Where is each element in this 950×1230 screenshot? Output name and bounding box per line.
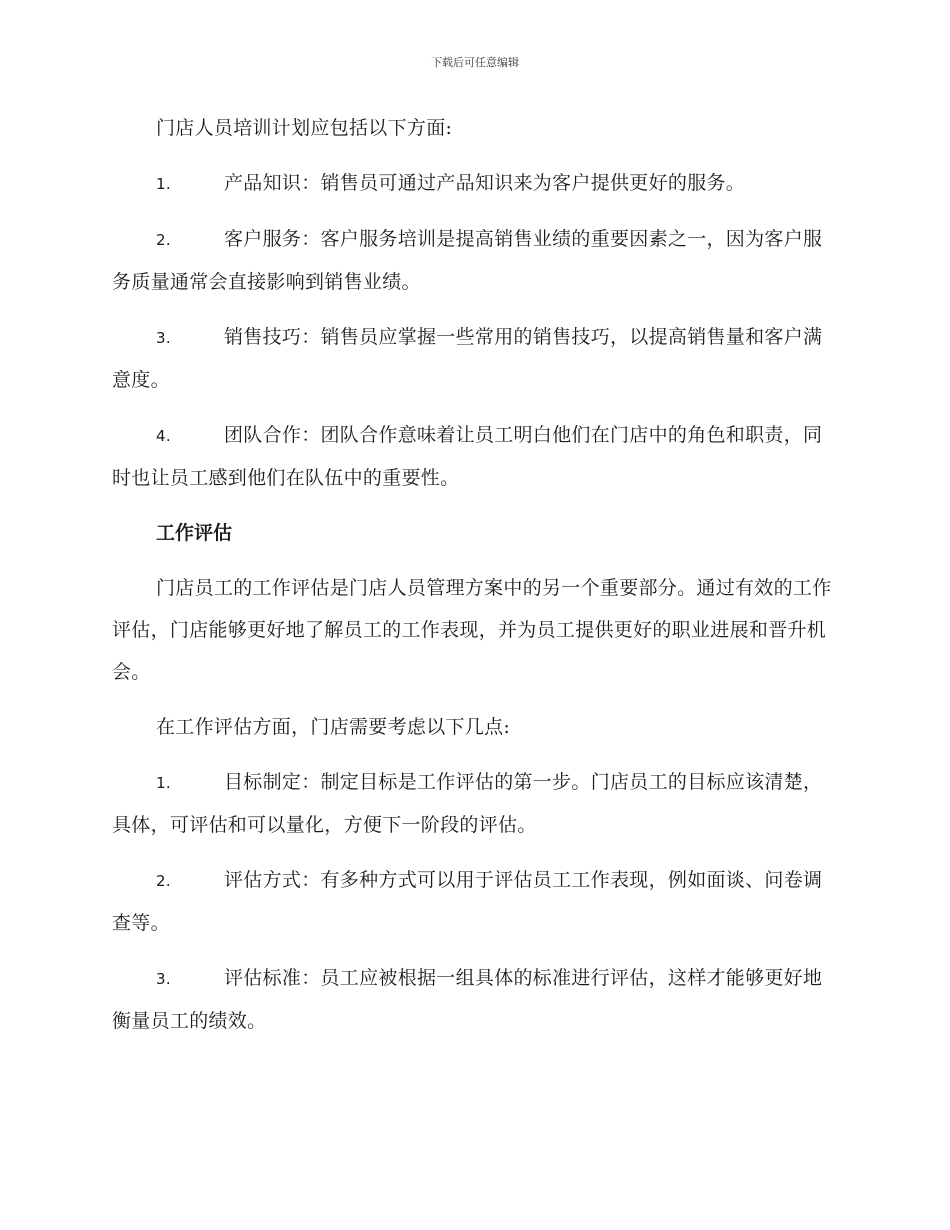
section-heading: 工作评估 (156, 522, 233, 544)
list-item-text: 客户服务：客户服务培训是提高销售业绩的重要因素之一，因为客户服务质量通常会直接影响到销售业绩。 (112, 228, 823, 293)
evaluation-intro: 在工作评估方面，门店需要考虑以下几点: (156, 716, 511, 738)
evaluation-item-1 (112, 761, 836, 846)
list-number: 1. (156, 175, 171, 193)
training-item-3 (112, 316, 836, 401)
list-item-text: 产品知识：销售员可通过产品知识来为客户提供更好的服务。 (224, 172, 746, 194)
document-body (112, 107, 836, 1055)
list-number: 4. (156, 427, 171, 445)
evaluation-item-2 (112, 859, 836, 944)
training-item-4 (112, 414, 836, 499)
training-intro: 门店人员培训计划应包括以下方面: (156, 117, 453, 139)
list-number: 1. (156, 774, 171, 792)
list-number: 3. (156, 970, 171, 988)
page-header: 下载后可任意编辑 (431, 56, 519, 69)
list-item-text: 评估标准：员工应被根据一组具体的标准进行评估，这样才能够更好地衡量员工的绩效。 (112, 967, 823, 1032)
list-number: 2. (156, 231, 171, 249)
training-item-2 (112, 218, 836, 303)
list-item-text: 团队合作：团队合作意味着让员工明白他们在门店中的角色和职责，同时也让员工感到他们在队伍中的重要性。 (112, 424, 823, 489)
list-item-text: 销售技巧：销售员应掌握一些常用的销售技巧，以提高销售量和客户满意度。 (112, 326, 823, 391)
list-item-text: 目标制定：制定目标是工作评估的第一步。门店员工的目标应该清楚，具体，可评估和可以量化，方便下一阶段的评估。 (112, 771, 823, 836)
list-item-text: 评估方式：有多种方式可以用于评估员工工作表现，例如面谈、问卷调查等。 (112, 869, 823, 934)
training-item-1 (112, 162, 836, 205)
evaluation-item-3 (112, 957, 836, 1042)
list-number: 3. (156, 329, 171, 347)
list-number: 2. (156, 872, 171, 890)
evaluation-paragraph: 门店员工的工作评估是门店人员管理方案中的另一个重要部分。通过有效的工作评估，门店能够更好地了解员工的工作表现，并为员工提供更好的职业进展和晋升机会。 (112, 577, 832, 683)
